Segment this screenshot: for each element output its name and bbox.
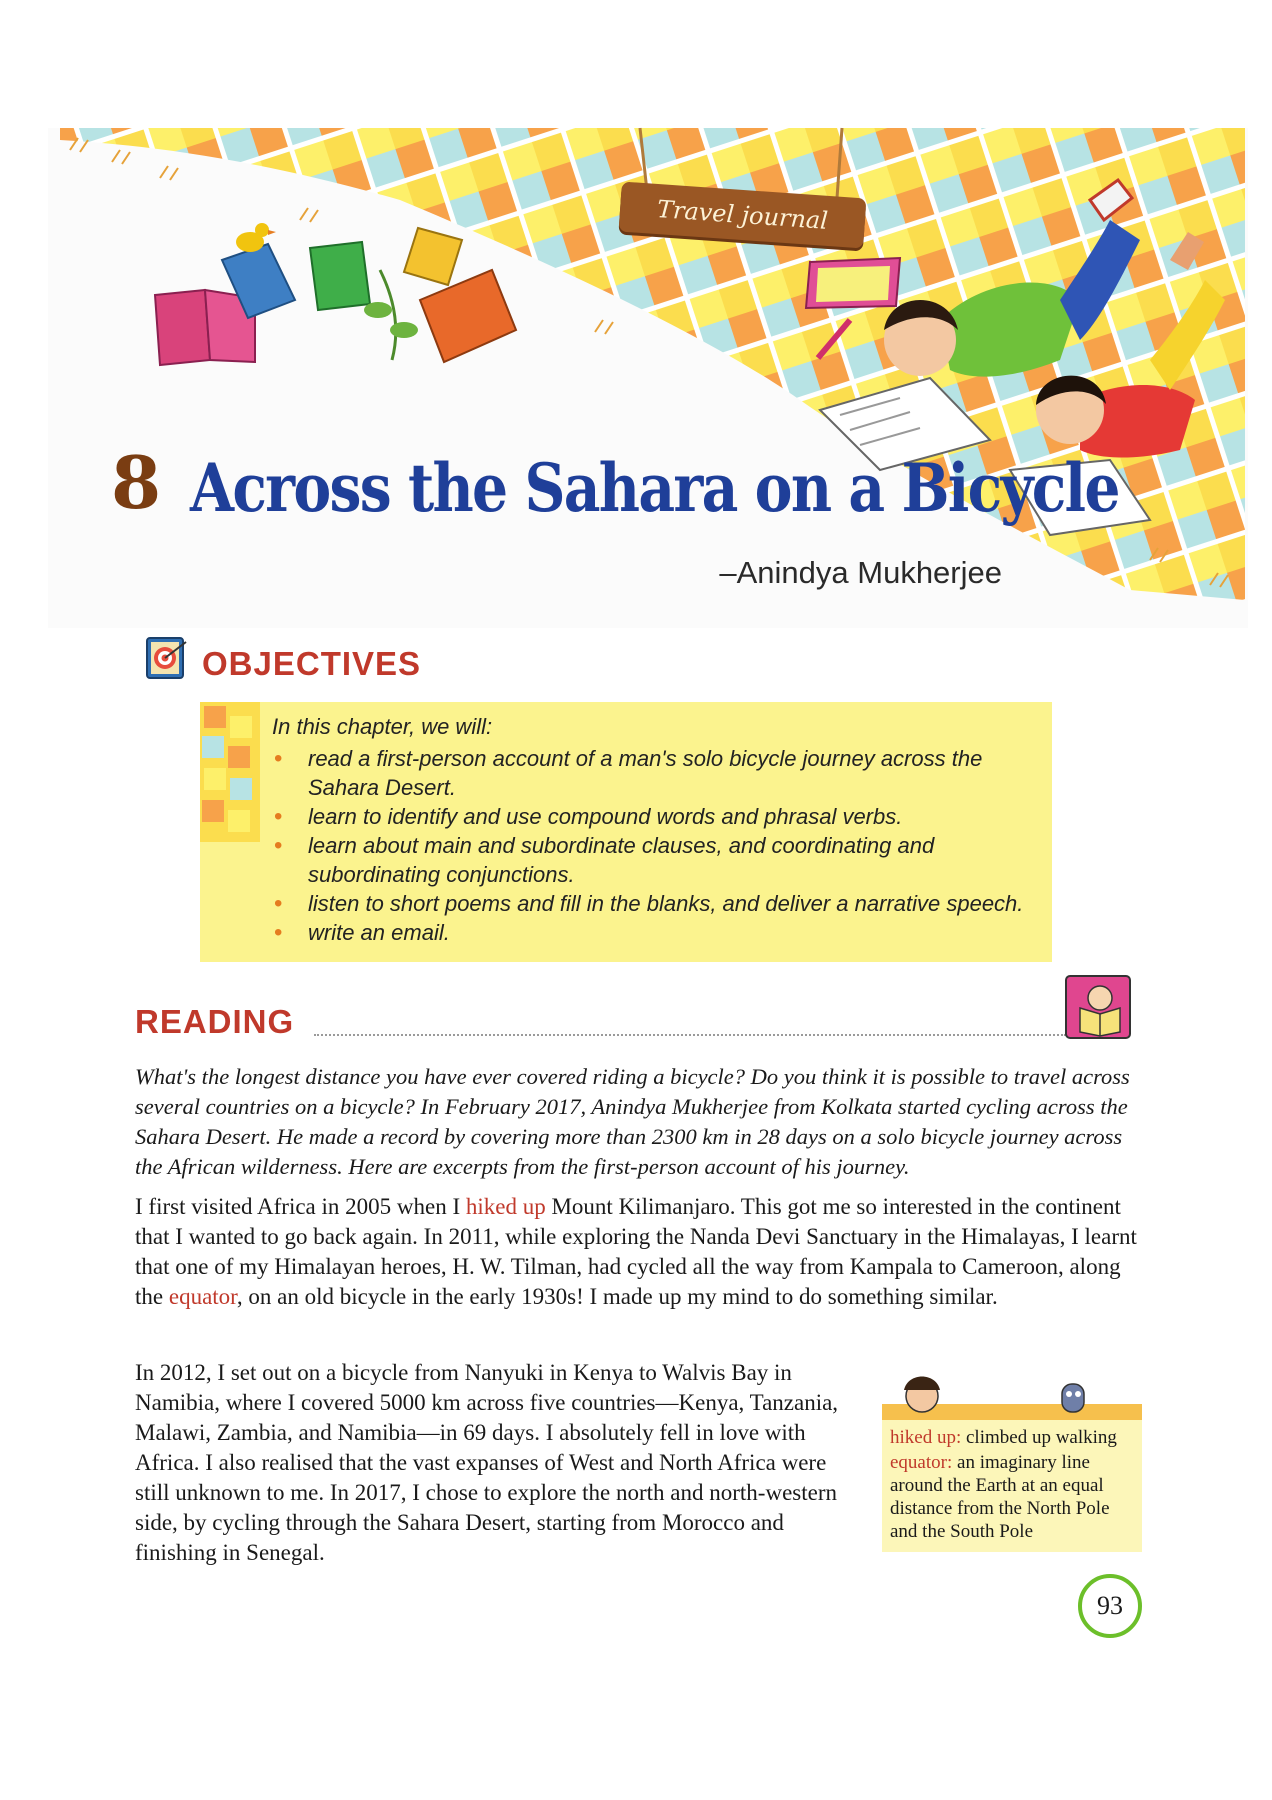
- glossary-box: [882, 1420, 1142, 1552]
- reading-intro: What's the longest distance you have ever covered riding a bicycle? Do you think it is possible to travel across several countries on a bicycle? In February 2017, Anindya Mukherjee from Kolkata started cycling across the Sahara Desert. He made a record by covering more than 2300 km in 28 days on a solo bicycle journey across the African wilderness. Here are excerpts from the first-person account of his journey.: [135, 1064, 1130, 1179]
- objective-item: • learn to identify and use compound words and phrasal verbs.: [272, 802, 1042, 831]
- story-paragraph-2: In 2012, I set out on a bicycle from Nanyuki in Kenya to Walvis Bay in Namibia, where I covered 5000 km across five countries—Kenya, Tanzania, Malawi, Zambia, and Namibia—in 69 days. I absolutely fell in love with Africa. I also realised that the vast expanses of West and North Africa were still unknown to me. In 2017, I chose to explore the north and north-western side, by cycling through the Sahara Desert, starting from Morocco and finishing in Senegal.: [135, 1360, 839, 1565]
- objective-item: • listen to short poems and fill in the blanks, and deliver a narrative speech.: [272, 889, 1042, 918]
- glossary-definition: climbed up walking: [961, 1427, 1117, 1448]
- reading-heading: READING: [135, 1003, 295, 1040]
- page-number: 93: [1078, 1574, 1142, 1638]
- tile-decoration: [200, 702, 260, 842]
- objectives-heading: OBJECTIVES: [202, 645, 422, 682]
- paragraph-text: , on an old bicycle in the early 1930s! I made up my mind to do something similar.: [236, 1284, 998, 1309]
- objective-item: • read a first-person account of a man's solo bicycle journey across the Sahara Desert.: [272, 744, 1042, 802]
- glossary-entry: [882, 1426, 1125, 1449]
- banner-illustration: [0, 0, 1272, 640]
- glossary-term: hiked up:: [890, 1427, 962, 1448]
- objectives-list: [272, 744, 1042, 947]
- objectives-box: [200, 702, 1052, 962]
- objective-item: • write an email.: [272, 918, 1042, 947]
- chapter-title: Across the Sahara on a Bicycle: [190, 449, 1119, 527]
- reading-child-icon: [1064, 974, 1136, 1042]
- paragraph-text: Mount Kilimanjaro. This got me so interested in the continent that I wanted to go back again. In 2011, while exploring the Nanda Devi Sanctuary in the Himalayas, I learnt that one of my Himalayan heroes, H. W. Tilman, had cycled all the way from Kampala to Cameroon, along the: [135, 1194, 1137, 1309]
- glossary-definition: an imaginary line around the Earth at an equal distance from the North Pole and the South Pole: [890, 1452, 1110, 1542]
- chapter-author: –Anindya Mukherjee: [719, 555, 1002, 590]
- chapter-banner: [0, 0, 1272, 640]
- target-icon: [146, 634, 188, 682]
- dotted-divider: [314, 1034, 1066, 1036]
- glossary-entry: [882, 1451, 1142, 1543]
- objective-item: • learn about main and subordinate clauses, and coordinating and subordinating conjunctions.: [272, 831, 1042, 889]
- travel-journal-sign: Travel journal: [619, 182, 867, 249]
- glossary-term: equator:: [890, 1452, 953, 1473]
- objectives-intro: In this chapter, we will:: [272, 714, 493, 739]
- glossary-word-equator: equator: [168, 1284, 237, 1309]
- chapter-number: 8: [104, 442, 168, 524]
- paragraph-text: I first visited Africa in 2005 when I: [135, 1194, 466, 1219]
- glossary-word-hiked-up: hiked up: [465, 1194, 546, 1219]
- story-paragraph-1: [135, 1192, 1145, 1312]
- glossary-characters: [882, 1360, 1142, 1422]
